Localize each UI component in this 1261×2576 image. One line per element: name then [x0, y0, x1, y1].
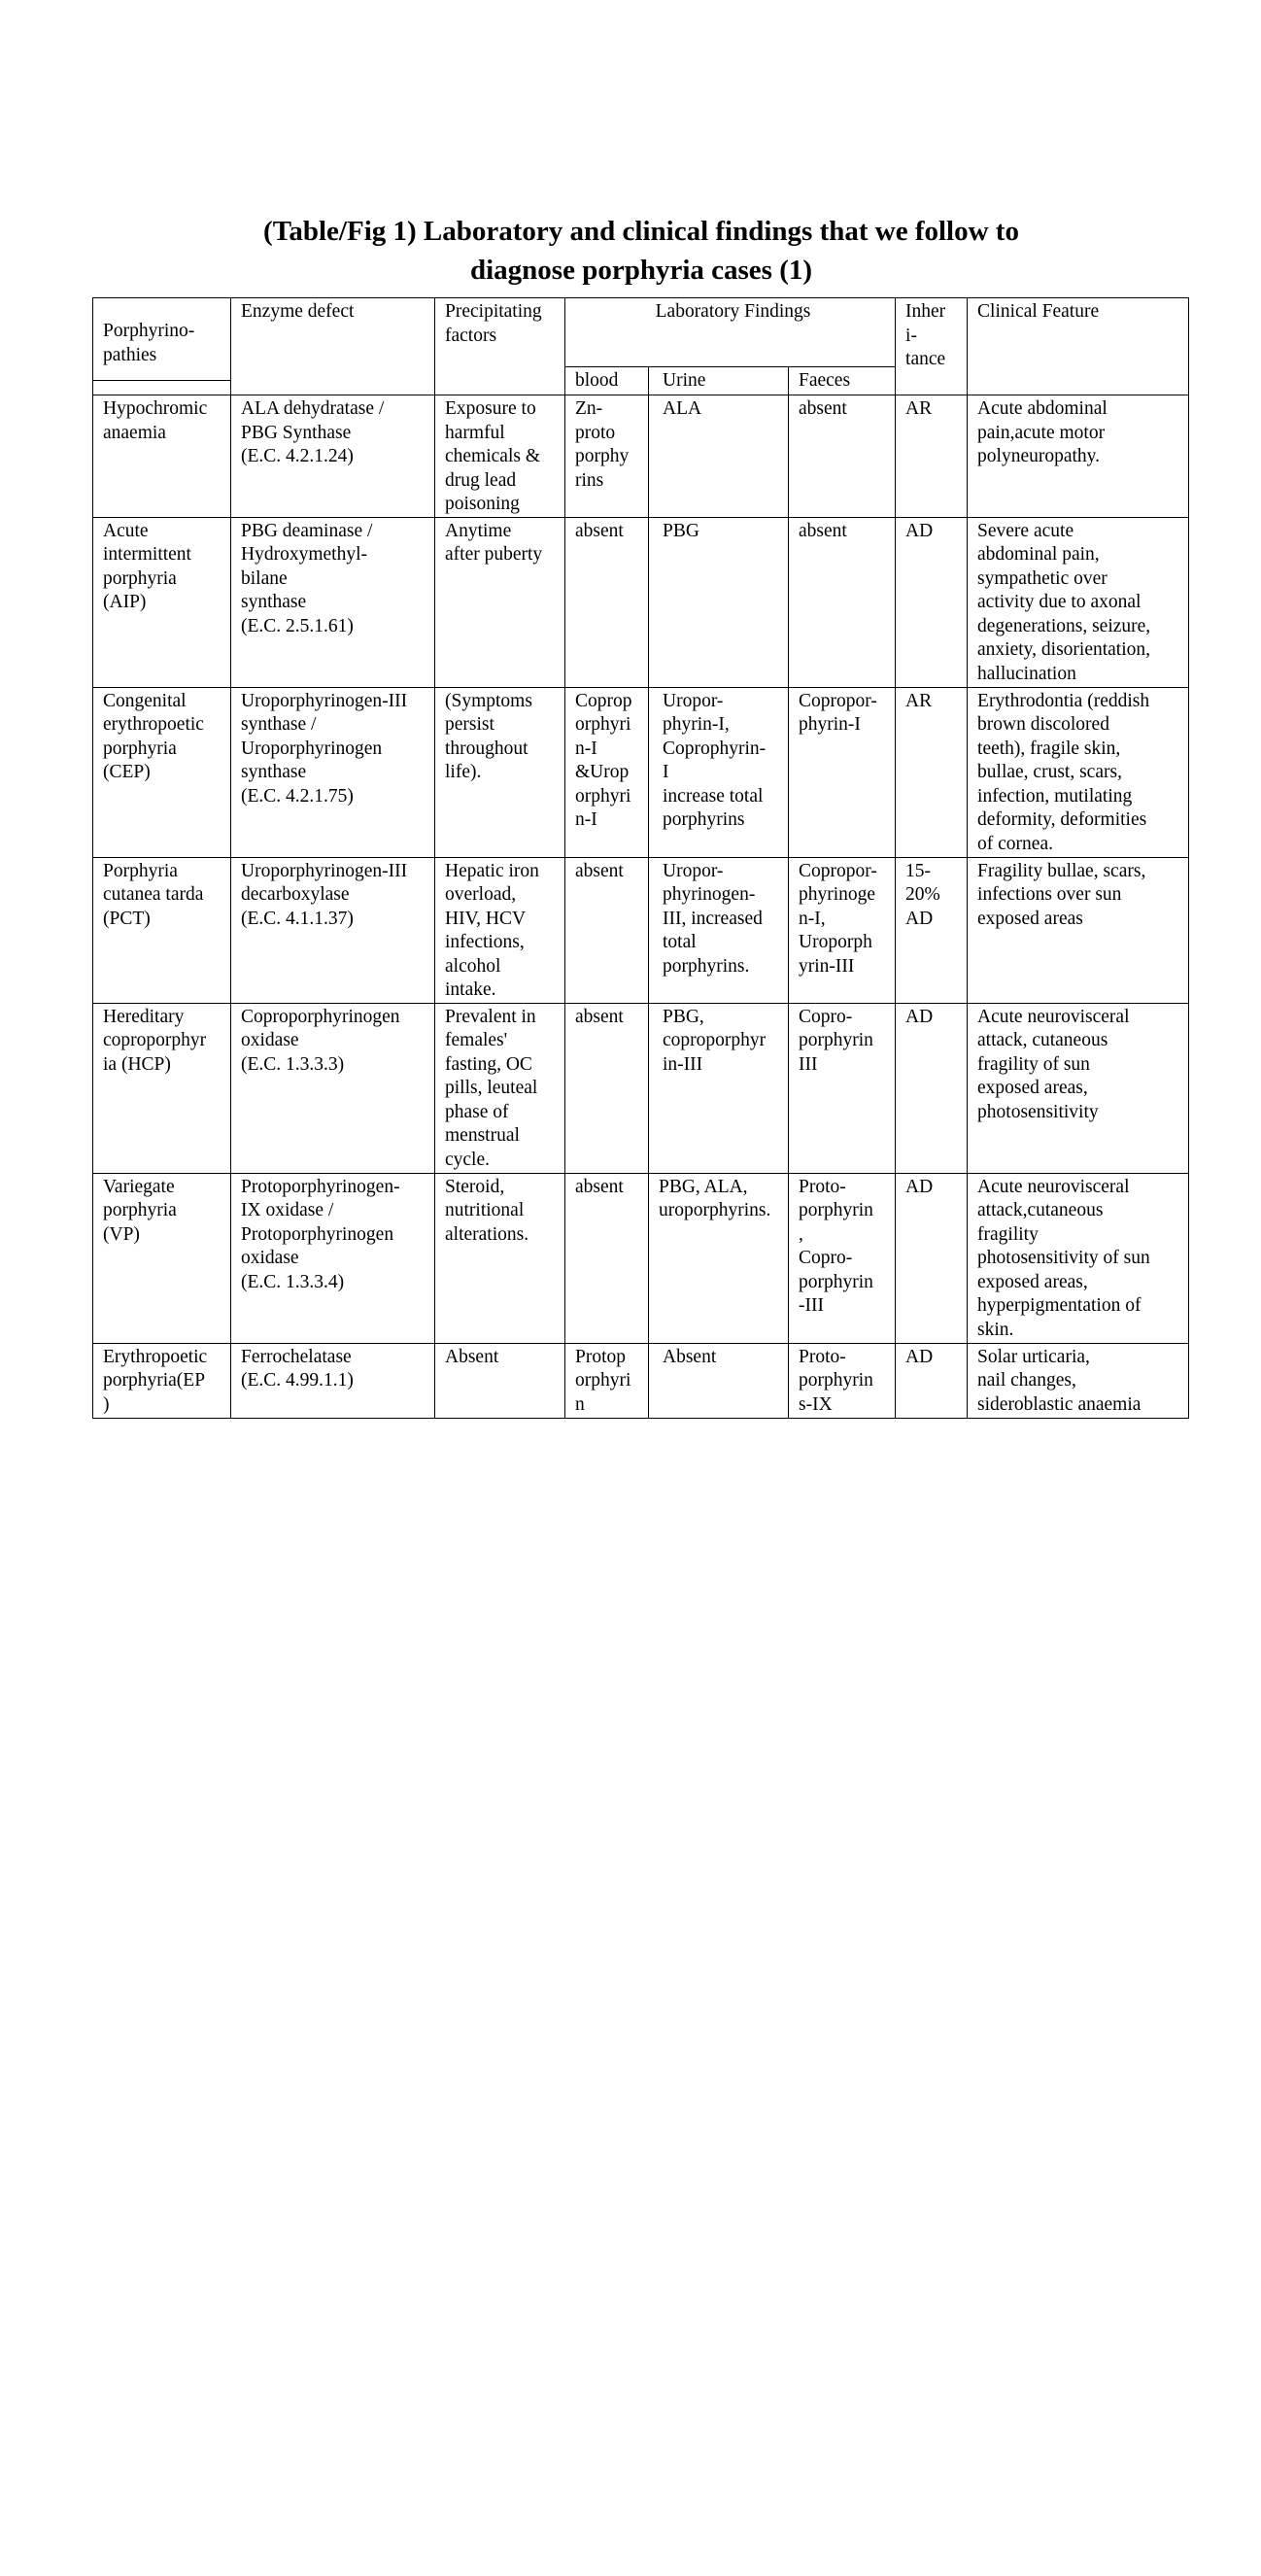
cell-urine: Uropor- phyrinogen- III, increased total porphyrins. — [649, 857, 789, 1003]
cell-clinical-feature: Solar urticaria, nail changes, sideroblastic anaemia — [968, 1343, 1189, 1418]
cell-urine: PBG, coproporphyr in-III — [649, 1003, 789, 1173]
cell-inheritance: AR — [896, 395, 968, 518]
table-row — [93, 517, 1189, 687]
cell-clinical-feature: Severe acute abdominal pain, sympathetic over activity due to axonal degenerations, seizure, anxiety, disorientation, hallucination — [968, 517, 1189, 687]
cell-porphyrinopathy: Erythropoetic porphyria(EP ) — [93, 1343, 231, 1418]
cell-urine: PBG — [649, 517, 789, 687]
cell-faeces: absent — [789, 395, 896, 518]
cell-blood: Coprop orphyri n-I &Urop orphyri n-I — [565, 687, 649, 857]
cell-clinical-feature: Acute neurovisceral attack,cutaneous fragility photosensitivity of sun exposed areas, hyperpigmentation of skin. — [968, 1173, 1189, 1343]
cell-blood: absent — [565, 1173, 649, 1343]
cell-precipitating-factors: Prevalent in females' fasting, OC pills, leuteal phase of menstrual cycle. — [435, 1003, 565, 1173]
cell-urine: Absent — [649, 1343, 789, 1418]
header-row — [93, 298, 1189, 367]
cell-precipitating-factors: (Symptoms persist throughout life). — [435, 687, 565, 857]
header-laboratory-findings: Laboratory Findings — [565, 298, 896, 367]
cell-faeces: Copropor- phyrin-I — [789, 687, 896, 857]
header-urine: Urine — [649, 367, 789, 395]
cell-porphyrinopathy: Hypochromic anaemia — [93, 395, 231, 518]
table-row — [93, 1173, 1189, 1343]
cell-blood: absent — [565, 1003, 649, 1173]
cell-inheritance: AD — [896, 1173, 968, 1343]
caption-line-2: diagnose porphyria cases (1) — [469, 255, 813, 286]
table-row — [93, 687, 1189, 857]
cell-urine: ALA — [649, 395, 789, 518]
cell-faeces: Copro- porphyrin III — [789, 1003, 896, 1173]
cell-blood: absent — [565, 517, 649, 687]
cell-blood: Protop orphyri n — [565, 1343, 649, 1418]
caption-line-1: (Table/Fig 1) Laboratory and clinical findings that we follow to — [263, 216, 1019, 247]
header-porphyrinopathies: Porphyrino- pathies — [93, 298, 231, 395]
cell-porphyrinopathy: Hereditary coproporphyr ia (HCP) — [93, 1003, 231, 1173]
header-faeces: Faeces — [789, 367, 896, 395]
cell-precipitating-factors: Anytime after puberty — [435, 517, 565, 687]
cell-porphyrinopathy: Acute intermittent porphyria (AIP) — [93, 517, 231, 687]
cell-faeces: absent — [789, 517, 896, 687]
table-caption — [92, 212, 1190, 290]
cell-inheritance: AR — [896, 687, 968, 857]
cell-faeces: Proto- porphyrin s-IX — [789, 1343, 896, 1418]
cell-enzyme-defect: PBG deaminase / Hydroxymethyl- bilane synthase (E.C. 2.5.1.61) — [231, 517, 435, 687]
cell-urine: PBG, ALA, uroporphyrins. — [649, 1173, 789, 1343]
cell-faeces: Proto- porphyrin , Copro- porphyrin -III — [789, 1173, 896, 1343]
cell-clinical-feature: Fragility bullae, scars, infections over sun exposed areas — [968, 857, 1189, 1003]
cell-enzyme-defect: Protoporphyrinogen- IX oxidase / Protoporphyrinogen oxidase (E.C. 1.3.3.4) — [231, 1173, 435, 1343]
cell-enzyme-defect: Ferrochelatase (E.C. 4.99.1.1) — [231, 1343, 435, 1418]
cell-precipitating-factors: Hepatic iron overload, HIV, HCV infections, alcohol intake. — [435, 857, 565, 1003]
porphyria-findings-table — [92, 297, 1189, 1419]
cell-blood: absent — [565, 857, 649, 1003]
cell-enzyme-defect: Uroporphyrinogen-III decarboxylase (E.C. 4.1.1.37) — [231, 857, 435, 1003]
header-enzyme-defect: Enzyme defect — [231, 298, 435, 395]
header-inheritance: Inher i- tance — [896, 298, 968, 395]
cell-blood: Zn- proto porphy rins — [565, 395, 649, 518]
cell-inheritance: 15- 20% AD — [896, 857, 968, 1003]
cell-clinical-feature: Acute abdominal pain,acute motor polyneuropathy. — [968, 395, 1189, 518]
cell-enzyme-defect: Coproporphyrinogen oxidase (E.C. 1.3.3.3) — [231, 1003, 435, 1173]
cell-inheritance: AD — [896, 517, 968, 687]
cell-precipitating-factors: Steroid, nutritional alterations. — [435, 1173, 565, 1343]
cell-porphyrinopathy: Variegate porphyria (VP) — [93, 1173, 231, 1343]
cell-clinical-feature: Erythrodontia (reddish brown discolored teeth), fragile skin, bullae, crust, scars, infection, mutilating deformity, deformities of cornea. — [968, 687, 1189, 857]
cell-urine: Uropor- phyrin-I, Coprophyrin- I increase total porphyrins — [649, 687, 789, 857]
cell-clinical-feature: Acute neurovisceral attack, cutaneous fragility of sun exposed areas, photosensitivity — [968, 1003, 1189, 1173]
cell-precipitating-factors: Exposure to harmful chemicals & drug lead poisoning — [435, 395, 565, 518]
cell-inheritance: AD — [896, 1343, 968, 1418]
table-row — [93, 857, 1189, 1003]
cell-enzyme-defect: ALA dehydratase / PBG Synthase (E.C. 4.2.1.24) — [231, 395, 435, 518]
cell-porphyrinopathy: Congenital erythropoetic porphyria (CEP) — [93, 687, 231, 857]
header-precipitating-factors: Precipitating factors — [435, 298, 565, 395]
header-clinical-feature: Clinical Feature — [968, 298, 1189, 395]
cell-enzyme-defect: Uroporphyrinogen-III synthase / Uroporphyrinogen synthase (E.C. 4.2.1.75) — [231, 687, 435, 857]
table-row — [93, 1003, 1189, 1173]
cell-porphyrinopathy: Porphyria cutanea tarda (PCT) — [93, 857, 231, 1003]
header-blood: blood — [565, 367, 649, 395]
cell-faeces: Copropor- phyrinoge n-I, Uroporph yrin-III — [789, 857, 896, 1003]
table-row — [93, 395, 1189, 518]
cell-inheritance: AD — [896, 1003, 968, 1173]
table-row — [93, 1343, 1189, 1418]
cell-precipitating-factors: Absent — [435, 1343, 565, 1418]
